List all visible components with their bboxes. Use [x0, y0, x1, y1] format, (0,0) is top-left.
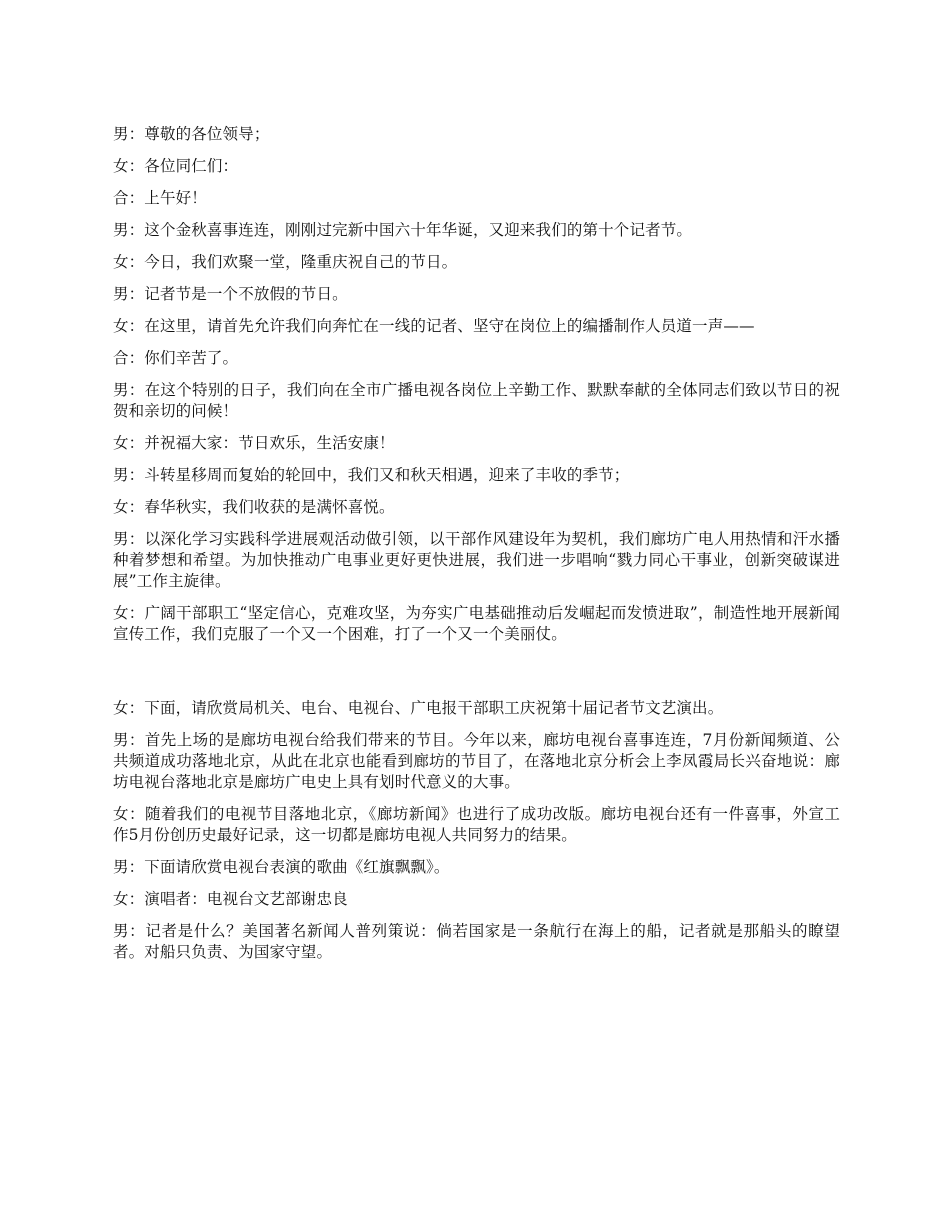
paragraph-6: 男：记者节是一个不放假的节日。 [113, 285, 348, 303]
paragraph-17: 女：随着我们的电视节目落地北京，《廊坊新闻》也进行了成功改版。廊坊电视台还有一件喜事，外宣工作5月份创历史最好记录，这一切都是廊坊电视人共同努力的结果。 [113, 805, 840, 844]
paragraph-10: 女：并祝福大家：节日欢乐，生活安康！ [113, 434, 395, 452]
paragraph-16: 男：首先上场的是廊坊电视台给我们带来的节目。今年以来，廊坊电视台喜事连连，7月份新闻频道、公共频道成功落地北京，从此在北京也能看到廊坊的节目了，在落地北京分析会上李凤霞局长兴奋地说：廊坊电视台落地北京是廊坊广电史上具有划时代意义的大事。 [113, 731, 840, 791]
paragraph-8: 合：你们辛苦了。 [113, 349, 239, 367]
paragraph-5: 女：今日，我们欢聚一堂，隆重庆祝自己的节日。 [113, 253, 458, 271]
paragraph-19: 女：演唱者：电视台文艺部谢忠良 [113, 890, 348, 908]
paragraph-4: 男：这个金秋喜事连连，刚刚过完新中国六十年华诞，又迎来我们的第十个记者节。 [113, 221, 693, 239]
paragraph-13: 男：以深化学习实践科学进展观活动做引领，以干部作风建设年为契机，我们廊坊广电人用热情和汗水播种着梦想和希望。为加快推动广电事业更好更快进展，我们进一步唱响“戮力同心干事业，创新突破谋进展”工作主旋律。 [113, 530, 840, 590]
paragraph-7: 女：在这里，请首先允许我们向奔忙在一线的记者、坚守在岗位上的编播制作人员道一声—— [113, 317, 755, 335]
paragraph-14: 女：广阔干部职工“坚定信心，克难攻坚，为夯实广电基础推动后发崛起而发愤进取”，制造性地开展新闻宣传工作，我们克服了一个又一个困难，打了一个又一个美丽仗。 [113, 604, 840, 643]
paragraph-2: 女：各位同仁们： [113, 157, 239, 175]
paragraph-18: 男：下面请欣赏电视台表演的歌曲《红旗飘飘》。 [113, 858, 450, 876]
paragraph-3: 合：上午好！ [113, 189, 207, 207]
paragraph-20: 男：记者是什么？美国著名新闻人普列策说：倘若国家是一条航行在海上的船，记者就是那船头的瞭望者。对船只负责、为国家守望。 [113, 922, 840, 961]
paragraph-gap [113, 656, 840, 698]
paragraph-9: 男：在这个特别的日子，我们向在全市广播电视各岗位上辛勤工作、默默奉献的全体同志们致以节日的祝贺和亲切的问候！ [113, 381, 840, 420]
document-body [113, 124, 840, 974]
paragraph-11: 男：斗转星移周而复始的轮回中，我们又和秋天相遇，迎来了丰收的季节； [113, 466, 630, 484]
paragraph-12: 女：春华秋实，我们收获的是满怀喜悦。 [113, 498, 395, 516]
paragraph-1: 男：尊敬的各位领导； [113, 125, 270, 143]
paragraph-15: 女：下面，请欣赏局机关、电台、电视台、广电报干部职工庆祝第十届记者节文艺演出。 [113, 699, 724, 717]
